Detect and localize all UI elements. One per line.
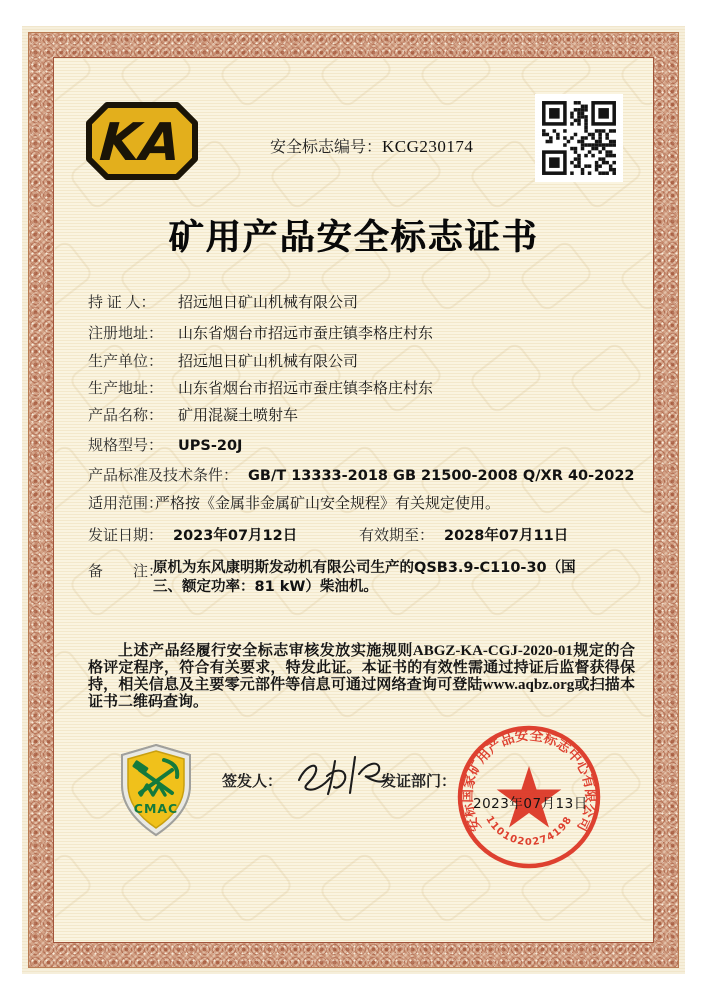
ka-mining-safety-logo-icon [86,102,198,180]
issue-date-label: 发证日期： [88,528,164,544]
field-row-product-name [88,404,298,425]
stamp-date: 2023年07月13日 [473,796,588,812]
remark-value: 原机为东风康明斯发动机有限公司生产的QSB3.9-C110-30（国三、额定功率：81 kW）柴油机。 [153,560,576,595]
field-row-certificate-holder [88,291,358,312]
stamp-company-text: 安标国家矿用产品安全标志中心有限公司 [459,727,599,834]
field-label: 产品名称： [88,408,164,424]
watermark-tile [217,59,294,109]
cmac-badge-text: CMAC [133,801,179,816]
field-value: 山东省烟台市招远市蚕庄镇李格庄村东 [178,326,434,342]
field-value: UPS-20J [178,438,243,454]
watermark-tile [417,59,494,109]
qr-code-icon [535,94,623,182]
certificate-number-line [270,134,473,157]
field-row-standards [88,464,635,485]
field-label: 注册地址： [88,326,164,342]
svg-text:1101020274198 [483,814,574,848]
ka-logo-text: KA [97,113,183,173]
field-value: 山东省烟台市招远市蚕庄镇李格庄村东 [178,381,434,397]
field-value: 矿用混凝土喷射车 [178,408,299,424]
certificate-number-label: 安全标志编号： [270,137,383,156]
watermark-tile [567,341,644,415]
issuing-department-label: 发证部门： [381,774,457,790]
watermark-tile [67,545,144,619]
field-row-registered-address [88,322,433,343]
field-label: 生产单位： [88,354,164,370]
field-label: 生产地址： [88,381,164,397]
certificate [22,26,685,974]
certificate-number-value: KCG230174 [382,137,474,156]
watermark-tile [317,851,394,925]
remark-label: 备 注： [88,564,164,580]
field-value: GB/T 13333-2018 GB 21500-2008 Q/XR 40-2022 [248,468,635,484]
field-row-dates [88,524,568,545]
watermark-tile [617,851,652,925]
field-label: 产品标准及技术条件： [88,468,239,484]
cmac-shield-badge-icon [118,743,194,837]
watermark-tile [467,137,544,211]
page-title: 矿用产品安全标志证书 [168,218,539,257]
field-row-scope [88,492,500,513]
issue-date-value: 2023年07月12日 [173,528,298,544]
watermark-tile [317,59,394,109]
field-label: 规格型号： [88,438,164,454]
field-label: 适用范围： [88,496,164,512]
field-row-producer [88,350,358,371]
field-value: 招远旭日矿山机械有限公司 [178,295,359,311]
field-row-production-address [88,377,433,398]
statement-paragraph: 上述产品经履行安全标志审核发放实施规则ABGZ-KA-CGJ-2020-01规定的合格评定程序，符合有关要求，特发此证。本证书的有效性需通过持证后监督获得保持，相关信息及主要零元部件等信息可通过网络查询可登陆www.aqbz.org或扫描本证书二维码查询。 [88,643,635,710]
field-label: 持 证 人： [88,295,156,311]
watermark-tile [55,851,95,925]
stamp-number-text: 1101020274198 [483,814,575,849]
field-value: 严格按《金属非金属矿山安全规程》有关规定使用。 [155,496,501,512]
field-row-model [88,434,242,455]
field-value: 招远旭日矿山机械有限公司 [178,354,359,370]
watermark-tile [467,341,544,415]
watermark-tile [117,851,194,925]
valid-until-value: 2028年07月11日 [443,528,569,544]
signer-label: 签发人： [222,774,283,790]
valid-until-label: 有效期至： [358,528,434,544]
watermark-tile [217,851,294,925]
